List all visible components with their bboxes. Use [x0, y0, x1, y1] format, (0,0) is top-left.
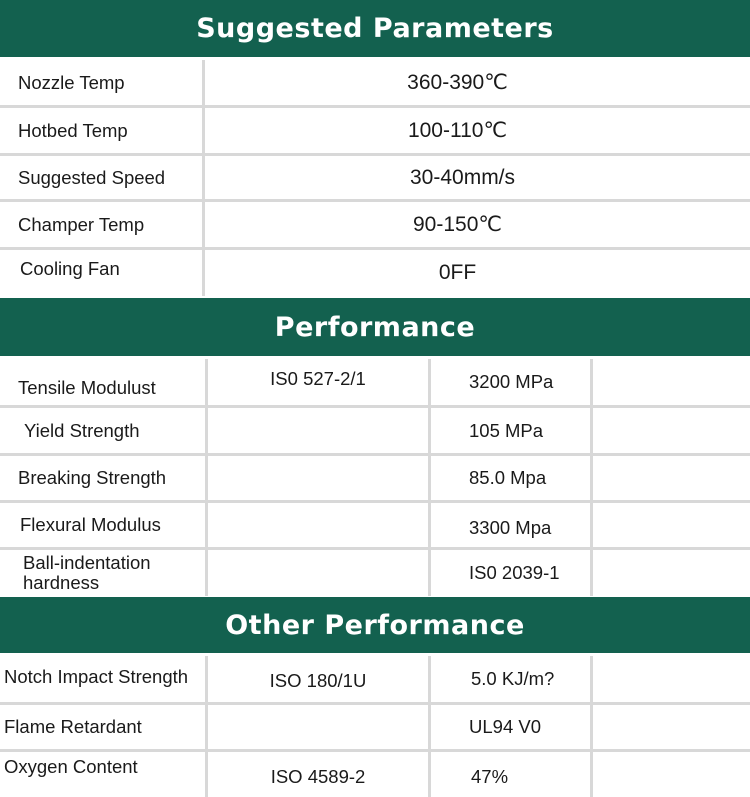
performance-header — [0, 298, 750, 356]
row-label: Cooling Fan — [20, 258, 120, 279]
row-standard: ISO 4589-2 — [270, 765, 366, 787]
other-performance-header — [0, 597, 750, 653]
row-value: UL94 V0 — [469, 716, 541, 737]
row-label: Nozzle Temp — [18, 71, 125, 93]
row-label: Breaking Strength — [18, 467, 167, 488]
row-value: 85.0 Mpa — [469, 467, 547, 488]
row-value: 360-390℃ — [407, 71, 508, 94]
row-value: 30-40mm/s — [409, 165, 516, 189]
row-label: Oxygen Content — [4, 755, 138, 777]
row-label: Suggested Speed — [18, 166, 166, 188]
row-standard: IS0 527-2/1 — [270, 368, 366, 389]
row-label: Tensile Modulust — [18, 377, 156, 398]
row-label: Flame Retardant — [4, 716, 142, 737]
row-value: 100-110℃ — [407, 119, 508, 142]
row-value: 47% — [471, 765, 509, 787]
row-label: Champer Temp — [18, 213, 145, 235]
row-label: Ball-indentation hardness — [23, 552, 151, 593]
row-standard: ISO 180/1U — [269, 670, 367, 691]
row-value: 5.0 KJ/m? — [471, 668, 555, 689]
row-value: 0FF — [438, 261, 477, 284]
section-title: Suggested Parameters — [196, 13, 554, 44]
row-value: 90-150℃ — [413, 213, 502, 236]
row-label: Yield Strength — [24, 419, 140, 441]
row-value: 3300 Mpa — [469, 517, 552, 538]
suggested-parameters-header — [0, 0, 750, 57]
section-title: Performance — [274, 311, 476, 343]
section-title: Other Performance — [225, 609, 525, 641]
row-value: IS0 2039-1 — [469, 562, 560, 583]
row-label: Flexural Modulus — [20, 514, 161, 535]
row-label: Notch Impact Strength — [4, 666, 189, 687]
row-label: Hotbed Temp — [18, 119, 128, 141]
row-value: 3200 MPa — [469, 371, 554, 392]
row-value: 105 MPa — [469, 419, 544, 441]
